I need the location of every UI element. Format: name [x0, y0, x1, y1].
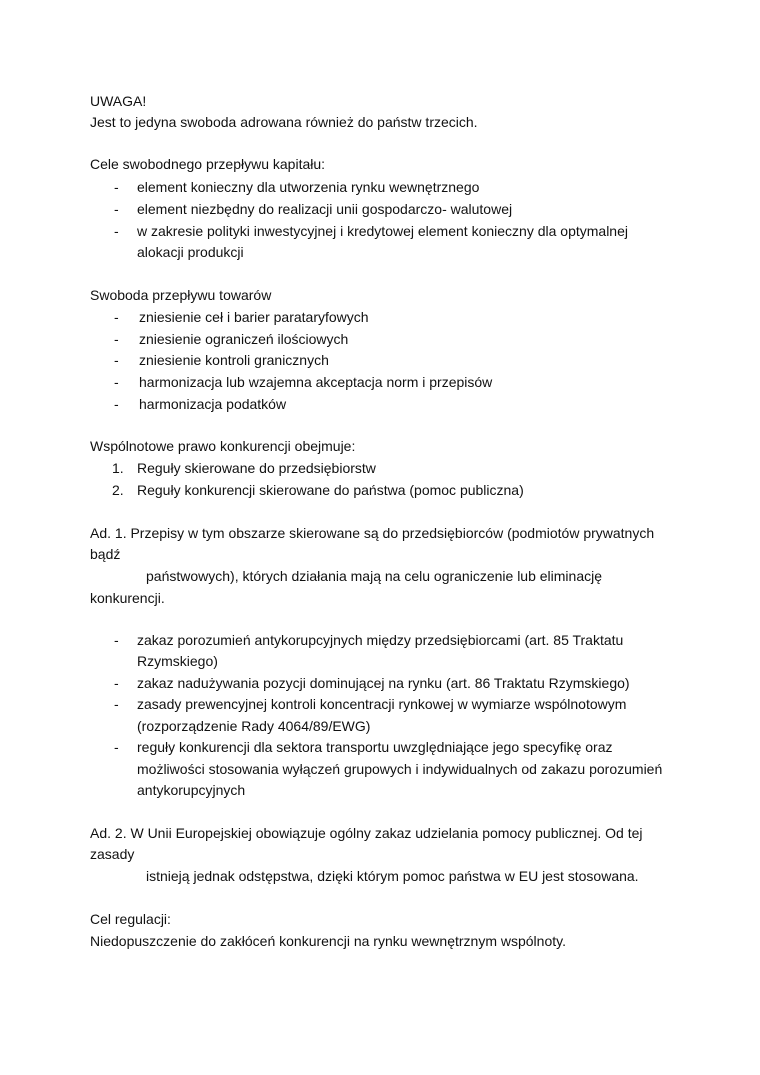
bullet-marker: -: [114, 696, 119, 712]
bullet-marker: -: [114, 739, 119, 755]
ad1-paragraph-line: Ad. 1. Przepisy w tym obszarze skierowane są do przedsiębiorców (podmiotów prywatnych: [90, 525, 655, 541]
ad1-paragraph-line: bądź: [90, 546, 121, 562]
ad2-paragraph-line: istnieją jednak odstępstwa, dzięki którym pomoc państwa w EU jest stosowana.: [146, 868, 639, 884]
list-item: harmonizacja lub wzajemna akceptacja norm i przepisów: [139, 374, 493, 390]
list-item: zakaz nadużywania pozycji dominującej na rynku (art. 86 Traktatu Rzymskiego): [137, 675, 630, 691]
list-item-continuation: alokacji produkcji: [137, 244, 244, 260]
list-item: zasady prewencyjnej kontroli koncentracji rynkowej w wymiarze wspólnotowym: [137, 696, 627, 712]
list-item: w zakresie polityki inwestycyjnej i kredytowej element konieczny dla optymalnej: [137, 223, 628, 239]
capital-heading: Cele swobodnego przepływu kapitału:: [90, 156, 326, 172]
list-item: zniesienie ceł i barier parataryfowych: [139, 309, 369, 325]
bullet-marker: -: [114, 309, 119, 325]
bullet-marker: -: [114, 374, 119, 390]
ad2-paragraph-line: Ad. 2. W Unii Europejskiej obowiązuje ogólny zakaz udzielania pomocy publicznej. Od tej: [90, 825, 643, 841]
bullet-marker: -: [114, 675, 119, 691]
list-item-continuation: Rzymskiego): [137, 653, 218, 669]
intro-text: Jest to jedyna swoboda adrowana również do państw trzecich.: [90, 114, 478, 130]
goods-heading: Swoboda przepływu towarów: [90, 287, 272, 303]
list-item: harmonizacja podatków: [139, 396, 287, 412]
bullet-marker: -: [114, 331, 119, 347]
bullet-marker: -: [114, 632, 119, 648]
goal-text: Niedopuszczenie do zakłóceń konkurencji na rynku wewnętrznym wspólnoty.: [90, 933, 566, 949]
list-item: Reguły konkurencji skierowane do państwa (pomoc publiczna): [137, 482, 524, 498]
competition-heading: Wspólnotowe prawo konkurencji obejmuje:: [90, 438, 356, 454]
ad2-paragraph-line: zasady: [90, 846, 135, 862]
bullet-marker: -: [114, 352, 119, 368]
bullet-marker: -: [114, 396, 119, 412]
list-item: Reguły skierowane do przedsiębiorstw: [137, 460, 376, 476]
list-item: zniesienie ograniczeń ilościowych: [139, 331, 349, 347]
list-item: element konieczny dla utworzenia rynku wewnętrznego: [137, 179, 480, 195]
ad1-paragraph-line: konkurencji.: [90, 590, 165, 606]
bullet-marker: -: [114, 179, 119, 195]
ad1-paragraph-line: państwowych), których działania mają na celu ograniczenie lub eliminację: [146, 568, 603, 584]
goal-heading: Cel regulacji:: [90, 911, 171, 927]
list-number: 2.: [112, 482, 124, 498]
uwaga-heading: UWAGA!: [90, 93, 147, 109]
bullet-marker: -: [114, 201, 119, 217]
list-item-continuation: antykorupcyjnych: [137, 782, 246, 798]
list-item-continuation: możliwości stosowania wyłączeń grupowych i indywidualnych od zakazu porozumień: [137, 761, 663, 777]
list-item: zakaz porozumień antykorupcyjnych między przedsiębiorcami (art. 85 Traktatu: [137, 632, 624, 648]
list-item: reguły konkurencji dla sektora transportu uwzględniające jego specyfikę oraz: [137, 739, 613, 755]
list-item-continuation: (rozporządzenie Rady 4064/89/EWG): [137, 718, 371, 734]
bullet-marker: -: [114, 223, 119, 239]
list-item: zniesienie kontroli granicznych: [139, 352, 329, 368]
list-item: element niezbędny do realizacji unii gospodarczo- walutowej: [137, 201, 513, 217]
list-number: 1.: [112, 460, 124, 476]
